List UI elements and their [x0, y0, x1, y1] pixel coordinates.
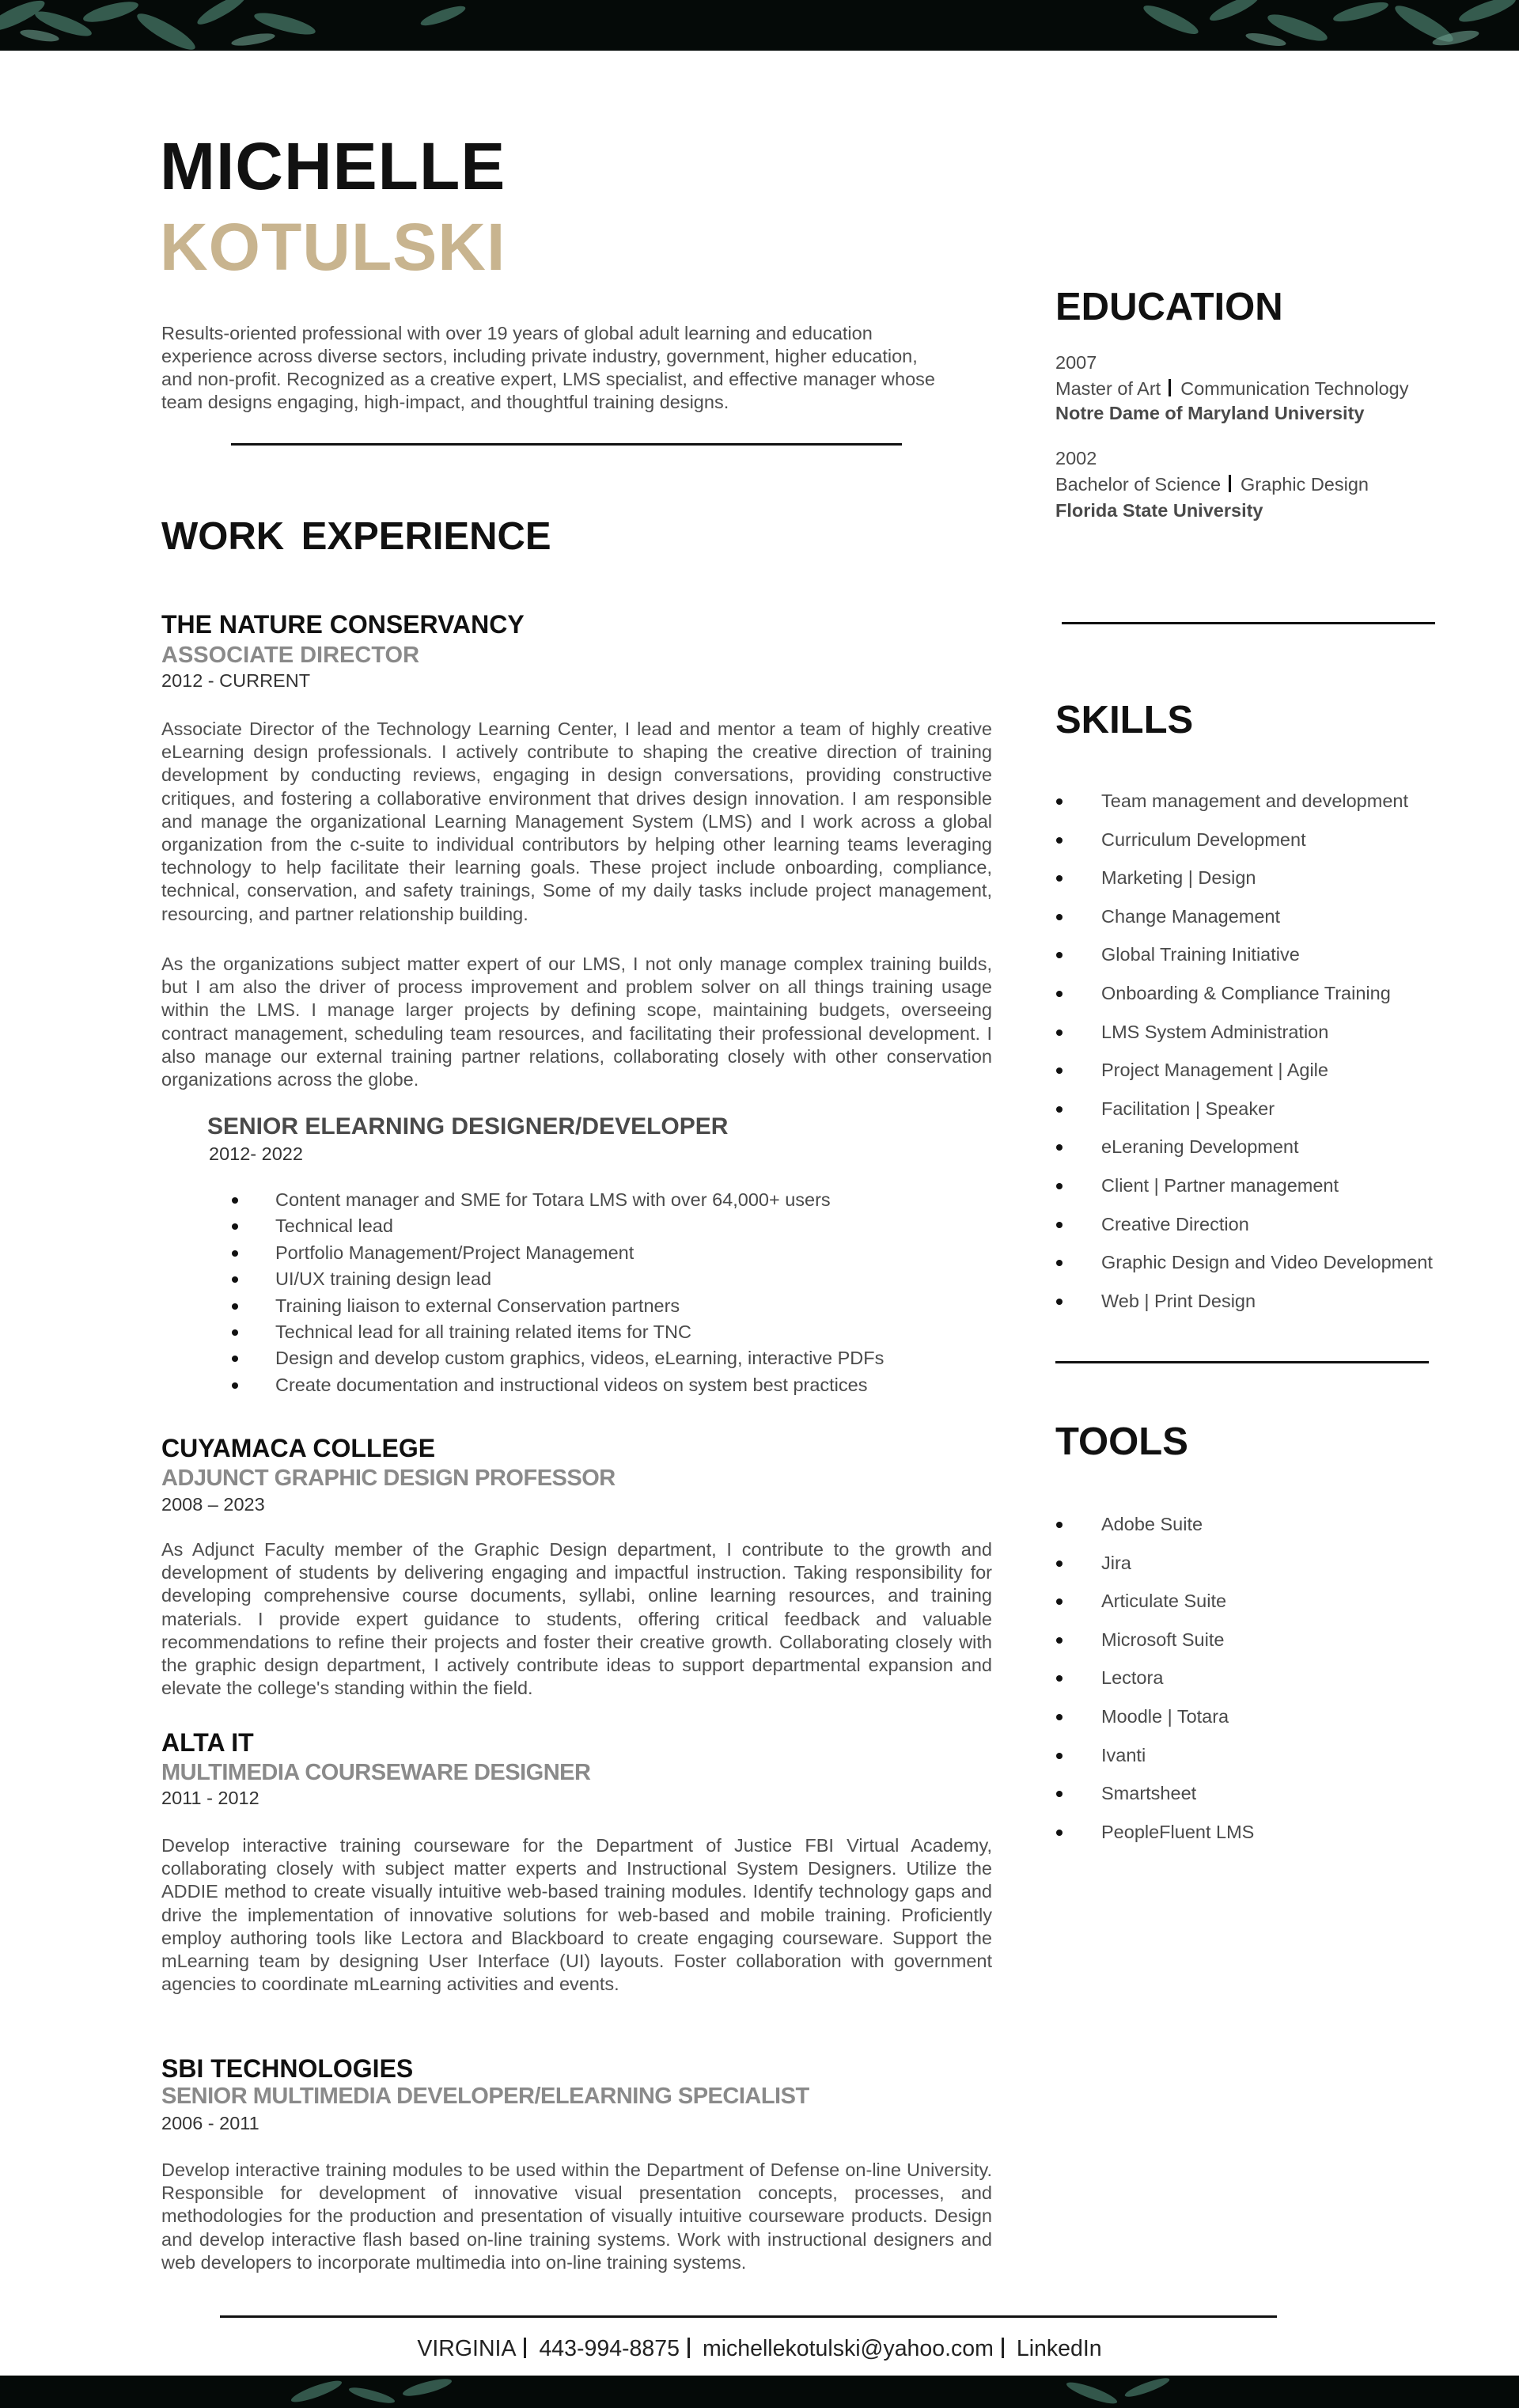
list-item: Creative Direction [1101, 1205, 1433, 1244]
divider [1055, 1361, 1429, 1363]
list-item: Training liaison to external Conservation partners [275, 1293, 884, 1319]
education-degree [1055, 475, 1369, 495]
tools-heading: TOOLS [1055, 1420, 1188, 1463]
job-dates: 2012 - CURRENT [161, 670, 311, 691]
job-description: Develop interactive training modules to be used within the Department of Defense on-line University. Responsible for development of innovative visual presentation concepts, processes, and methodologies for the production and presentation of visually intuitive courseware products. Design and develop interactive flash based on-line training systems. Work with instructional designers and web developers to incorporate multimedia into on-line training systems. [161, 2160, 992, 2273]
list-item: Client | Partner management [1101, 1166, 1433, 1205]
list-item: Ivanti [1101, 1736, 1254, 1775]
list-item: Marketing | Design [1101, 859, 1433, 897]
separator [1169, 379, 1171, 396]
divider [231, 443, 902, 446]
tools-list [1101, 1505, 1254, 1851]
separator [1229, 475, 1231, 492]
list-item: Jira [1101, 1544, 1254, 1583]
list-item: Curriculum Development [1101, 821, 1433, 859]
job-description: Develop interactive training courseware for the Department of Justice FBI Virtual Academy, collaborating closely with subject matter experts and Instructional System Designers. Utilize the ADDIE method to create visually intuitive web-based training modules. Identify technology gaps and drive the implementation of innovative solutions for web-based and mobile training. Proficiently employ authoring tools like Lectora and Blackboard to create engaging courseware. Support the mLearning team by designing User Interface (UI) layouts. Foster collaboration with government agencies to coordinate mLearning activities and events. [161, 1835, 992, 1995]
top-foliage-band [0, 0, 1519, 51]
first-name: MICHELLE [160, 129, 506, 203]
job-role: ADJUNCT GRAPHIC DESIGN PROFESSOR [161, 1466, 616, 1491]
job-dates: 2008 – 2023 [161, 1494, 265, 1515]
last-name: KOTULSKI [160, 210, 506, 284]
footer-divider [220, 2315, 1277, 2318]
job-org: SBI TECHNOLOGIES [161, 2054, 414, 2083]
sub-role-dates: 2012- 2022 [209, 1143, 303, 1164]
phone[interactable]: 443-994-8875 [539, 2336, 680, 2361]
separator [1002, 2338, 1004, 2358]
list-item: Portfolio Management/Project Management [275, 1240, 884, 1266]
degree-field: Communication Technology [1180, 378, 1409, 399]
list-item: Smartsheet [1101, 1774, 1254, 1813]
work-experience-heading: WORK EXPERIENCE [161, 515, 551, 558]
contact-footer [0, 2338, 1519, 2361]
degree-type: Bachelor of Science [1055, 474, 1222, 495]
list-item: Global Training Initiative [1101, 935, 1433, 974]
list-item: Moodle | Totara [1101, 1697, 1254, 1736]
list-item: Adobe Suite [1101, 1505, 1254, 1544]
skills-list [1101, 782, 1433, 1320]
job-description: Associate Director of the Technology Learning Center, I lead and mentor a team of highly creative eLearning design professionals. I actively contribute to shaping the creative direction of training development by conducting reviews, engaging in design conversations, providing constructive critiques, and fostering a collaborative environment that drives design innovation. I am responsible and manage the organizational Learning Management System (LMS) and I work across a global organization from the c-suite to individual contributors by helping other learning teams leveraging technology to help facilitate their learning goals. These project include onboarding, compliance, technical, conservation, and safety trainings, Some of my daily tasks include project management, resourcing, and partner relationship building. [161, 719, 992, 924]
job-org: THE NATURE CONSERVANCY [161, 610, 525, 639]
list-item: Facilitation | Speaker [1101, 1090, 1433, 1128]
education-year: 2002 [1055, 448, 1097, 468]
job-org: ALTA IT [161, 1728, 254, 1757]
education-school: Florida State University [1055, 500, 1263, 521]
list-item: Onboarding & Compliance Training [1101, 974, 1433, 1013]
skills-heading: SKILLS [1055, 699, 1194, 741]
list-item: PeopleFluent LMS [1101, 1813, 1254, 1852]
job-org: CUYAMACA COLLEGE [161, 1434, 436, 1462]
list-item: LMS System Administration [1101, 1013, 1433, 1052]
bottom-foliage-band [0, 2376, 1519, 2408]
list-item: Create documentation and instructional videos on system best practices [275, 1372, 884, 1398]
job-dates: 2011 - 2012 [161, 1788, 259, 1808]
separator [688, 2338, 690, 2358]
list-item: Design and develop custom graphics, videos, eLearning, interactive PDFs [275, 1345, 884, 1371]
list-item: eLeraning Development [1101, 1128, 1433, 1166]
job-description: As the organizations subject matter expert of our LMS, I not only manage complex training builds, but I am also the driver of process improvement and problem solver on all things training usage within the LMS. I manage larger projects by defining scope, maintaining budgets, overseeing contract management, scheduling team resources, and facilitating their professional development. I also manage our external training partner relations, collaborating closely with other conservation organizations across the globe. [161, 954, 992, 1090]
separator [524, 2338, 526, 2358]
divider [1062, 622, 1435, 624]
sub-role: SENIOR ELEARNING DESIGNER/DEVELOPER [207, 1113, 729, 1140]
list-item: Team management and development [1101, 782, 1433, 821]
list-item: Articulate Suite [1101, 1582, 1254, 1621]
job-dates: 2006 - 2011 [161, 2113, 259, 2133]
summary: Results-oriented professional with over 19 years of global adult learning and education experience across diverse sectors, including private industry, government, higher education, and non-profit. Recognized as a creative expert, LMS specialist, and effective manager whose team designs engaging, high-impact, and thoughtful training designs. [161, 323, 935, 412]
list-item: Lectora [1101, 1659, 1254, 1697]
education-year: 2007 [1055, 352, 1097, 373]
email-link[interactable]: michellekotulski@yahoo.com [702, 2336, 994, 2361]
responsibilities-list [275, 1187, 884, 1398]
education-school: Notre Dame of Maryland University [1055, 403, 1365, 423]
degree-field: Graphic Design [1241, 474, 1369, 495]
list-item: Technical lead for all training related items for TNC [275, 1319, 884, 1345]
job-description: As Adjunct Faculty member of the Graphic Design department, I contribute to the growth and development of students by delivering engaging and impactful instruction. Taking responsibility for developing comprehensive course documents, syllabi, online learning resources, and training materials. I provide expert guidance to students, offering critical feedback and valuable recommendations to refine their projects and foster their creative growth. Collaborating closely with the graphic design department, I actively contribute ideas to support departmental expansion and elevate the college's standing within the field. [161, 1539, 992, 1699]
job-role: MULTIMEDIA COURSEWARE DESIGNER [161, 1760, 591, 1785]
list-item: UI/UX training design lead [275, 1266, 884, 1292]
list-item: Graphic Design and Video Development [1101, 1243, 1433, 1282]
list-item: Microsoft Suite [1101, 1621, 1254, 1659]
job-role: ASSOCIATE DIRECTOR [161, 643, 420, 668]
job-role: SENIOR MULTIMEDIA DEVELOPER/ELEARNING SPECIALIST [161, 2084, 809, 2109]
linkedin-link[interactable]: LinkedIn [1016, 2336, 1102, 2361]
list-item: Project Management | Agile [1101, 1051, 1433, 1090]
education-heading: EDUCATION [1055, 286, 1283, 328]
location: VIRGINIA [417, 2336, 517, 2361]
list-item: Change Management [1101, 897, 1433, 936]
degree-type: Master of Art [1055, 378, 1161, 399]
education-degree [1055, 379, 1408, 399]
list-item: Technical lead [275, 1213, 884, 1239]
list-item: Content manager and SME for Totara LMS with over 64,000+ users [275, 1187, 884, 1213]
list-item: Web | Print Design [1101, 1282, 1433, 1321]
